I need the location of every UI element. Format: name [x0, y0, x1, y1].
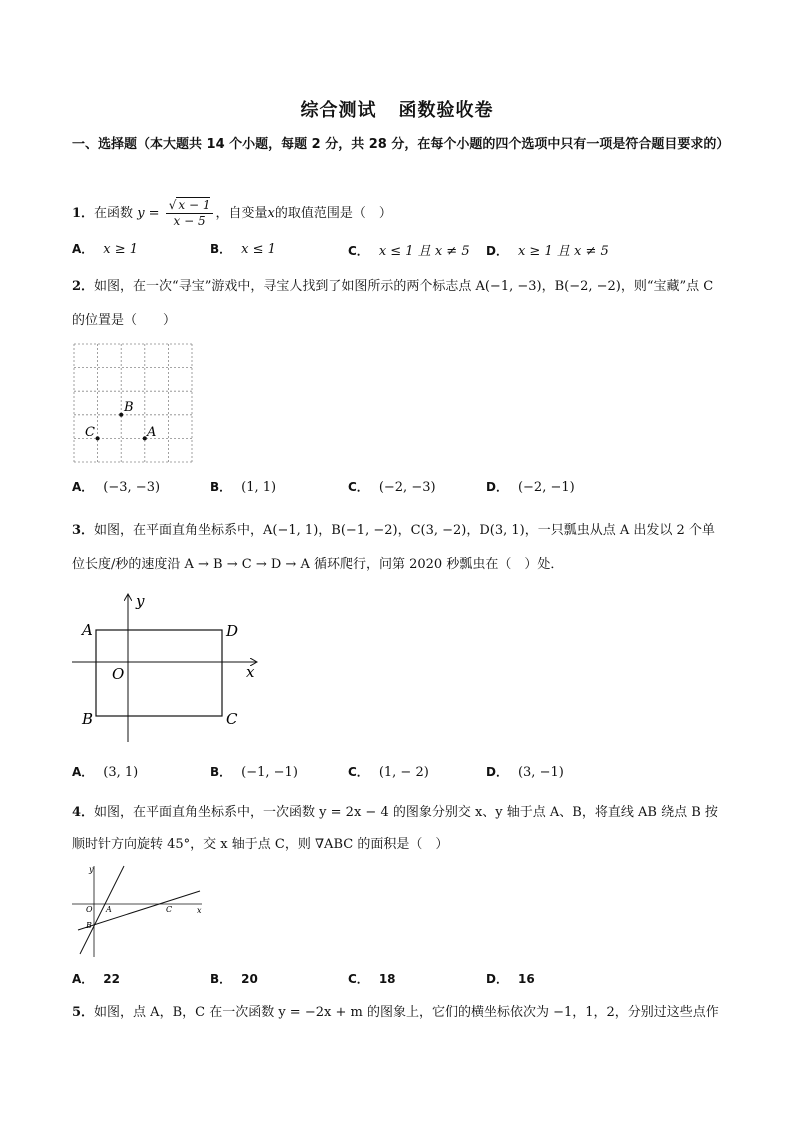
option-c[interactable]: C． 18: [348, 972, 396, 986]
question-text: 的取值范围是（ ）: [274, 206, 392, 221]
variable: x: [267, 206, 275, 221]
question-3: [72, 518, 724, 578]
question-text: 如图，点 A，B，C 在一次函数 y = −2x + m 的图象上，它们的横坐标依次为 −1，1，2，分别过这些点作: [94, 1005, 719, 1020]
point-b: [119, 413, 123, 417]
label-c: C: [166, 905, 173, 914]
label-d: D: [226, 622, 239, 640]
label-b: B: [124, 400, 134, 415]
fraction: $\frac{√ x - 1}{x - 5}$: [166, 198, 214, 229]
question-text: 位长度/秒的速度沿 A → B → C → D → A 循环爬行，问第 2020 秒瓢虫在（ ）处．: [72, 557, 564, 572]
question-4: [72, 800, 724, 858]
label-origin: O: [112, 665, 125, 683]
question-text: 如图，在平面直角坐标系中，A(−1, 1)，B(−1, −2)，C(3, −2)，D(3, 1)，一只瓢虫从点 A 出发以 2 个单: [94, 523, 715, 538]
option-c[interactable]: C． x ≤ 1 且 x ≠ 5: [348, 244, 470, 259]
option-b[interactable]: B． 20: [210, 972, 258, 986]
options-q1: [72, 240, 732, 262]
option-a[interactable]: A． (3, 1): [72, 765, 139, 780]
title-part1: 综合测试: [300, 100, 377, 121]
label-x: x: [197, 906, 202, 915]
fraction-numerator: x − 1: [178, 198, 211, 212]
question-text: 如图，在平面直角坐标系中，一次函数 y = 2x − 4 的图象分别交 x、y 轴于点 A、B，将直线 AB 绕点 B 按: [94, 805, 718, 820]
section-heading: 一、选择题（本大题共 14 个小题，每题 2 分，共 28 分，在每个小题的四个选项中只有一项是符合题目要求的）: [72, 137, 730, 152]
label-b: B: [82, 710, 94, 728]
label-c: C: [85, 425, 95, 440]
question-number: 2．: [72, 279, 95, 294]
question-2: [72, 274, 724, 334]
label-a: A: [106, 905, 112, 914]
point-c: [96, 436, 100, 440]
question-text: 在函数: [94, 206, 134, 221]
option-d[interactable]: D． (−2, −1): [486, 480, 575, 495]
option-d[interactable]: D． 16: [486, 972, 535, 986]
option-d[interactable]: D． (3, −1): [486, 765, 564, 780]
question-number: 1．: [72, 206, 95, 221]
option-a[interactable]: A． x ≥ 1: [72, 242, 139, 257]
question-number: 4．: [72, 805, 95, 820]
option-c[interactable]: C． (−2, −3): [348, 480, 436, 495]
option-b[interactable]: B． (−1, −1): [210, 765, 298, 780]
option-a[interactable]: A． (−3, −3): [72, 480, 161, 495]
question-text: 顺时针方向旋转 45°，交 x 轴于点 C，则 ∇ABC 的面积是（ ）: [72, 837, 449, 852]
question-text: 的位置是（ ）: [72, 313, 177, 328]
label-b: B: [86, 921, 92, 930]
question-number: 3．: [72, 523, 95, 538]
options-q4: [72, 970, 732, 992]
grid-figure: [72, 342, 194, 464]
coordinate-figure: [72, 590, 272, 745]
options-q3: [72, 763, 732, 785]
label-c: C: [226, 710, 238, 728]
option-b[interactable]: B． x ≤ 1: [210, 242, 276, 257]
label-a: A: [147, 425, 157, 440]
options-q2: [72, 478, 732, 500]
option-d[interactable]: D． x ≥ 1 且 x ≠ 5: [486, 244, 609, 259]
question-1: [72, 198, 724, 229]
option-c[interactable]: C． (1, − 2): [348, 765, 429, 780]
function-lhs: y =: [137, 206, 160, 221]
option-a[interactable]: A． 22: [72, 972, 120, 986]
line-bc: [78, 891, 200, 930]
question-text: 如图，在一次“寻宝”游戏中，寻宝人找到了如图所示的两个标志点 A(−1, −3)，B(−2, −2)，则“宝藏”点 C: [94, 279, 714, 294]
label-y: y: [89, 865, 94, 874]
question-number: 5．: [72, 1005, 95, 1020]
line-rotation-figure: [72, 862, 212, 962]
label-a: A: [82, 621, 93, 639]
option-b[interactable]: B． (1, 1): [210, 480, 277, 495]
label-y: y: [136, 592, 145, 610]
fraction-denominator: x − 5: [173, 214, 206, 228]
label-x: x: [246, 663, 255, 681]
question-5: [72, 1000, 724, 1026]
page-title: [0, 96, 794, 122]
question-text: ，自变量: [215, 206, 268, 221]
title-part2: 函数验收卷: [398, 100, 494, 121]
label-origin: O: [86, 905, 93, 914]
